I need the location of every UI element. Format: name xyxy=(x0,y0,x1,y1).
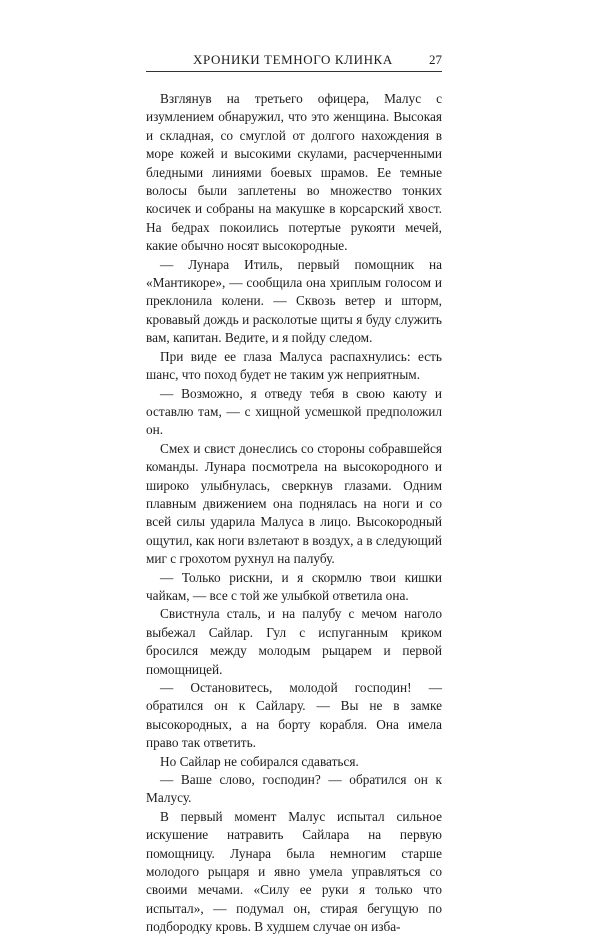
paragraph: В первый момент Малус испытал сильное искушение натравить Сайлара на первую помощницу. Лунара была немногим старше молодого рыцаря и явно умела управляться со своими мечами. «Силу ее руки я только что испытал», — подумал он, стирая бегущую по подбородку кровь. В худшем случае он изба- xyxy=(146,808,442,935)
page-number: 27 xyxy=(429,52,442,67)
body-text xyxy=(146,90,442,937)
paragraph: — Остановитесь, молодой господин! — обратился он к Сайлару. — Вы не в замке высокородных, а на борту корабля. Она имела право так ответить. xyxy=(146,680,442,751)
paragraph: Взглянув на третьего офицера, Малус с изумлением обнаружил, что это женщина. Высокая и складная, со смуглой от долгого нахождения в море кожей и высокими скулами, расчерченными бледными линиями боевых шрамов. Ее темные волосы были заплетены во множество тонких косичек и собраны на макушке в корсарский хвост. На бедрах покоились потертые рукояти мечей, какие обычно носят высокородные. xyxy=(146,91,442,254)
paragraph: Но Сайлар не собирался сдаваться. xyxy=(160,753,359,769)
paragraph: — Лунара Итиль, первый помощник на «Мантикоре», — сообщила она хриплым голосом и преклонила колени. — Сквозь ветер и шторм, кровавый дождь и расколотые щиты я буду служить вам, капитан. Ведите, и я пойду следом. xyxy=(146,256,442,346)
paragraph: — Только рискни, и я скормлю твои кишки чайкам, — все с той же улыбкой ответила она. xyxy=(146,569,442,603)
paragraph: Смех и свист донеслись со стороны собравшейся команды. Лунара посмотрела на высокородного и широко улыбнулась, сверкнув глазами. Одним плавным движением она поднялась на ноги и со всей силы ударила Малуса в лицо. Высокородный ощутил, как ноги взлетают в воздух, а в следующий миг с грохотом рухнул на палубу. xyxy=(146,440,442,567)
running-title: ХРОНИКИ ТЕМНОГО КЛИНКА xyxy=(193,52,393,67)
header-rule xyxy=(146,71,442,72)
paragraph: При виде ее глаза Малуса распахнулись: есть шанс, что поход будет не таким уж неприятным. xyxy=(146,348,442,383)
page-header xyxy=(146,50,442,70)
paragraph: — Ваше слово, господин? — обратился он к Малусу. xyxy=(146,772,442,806)
paragraph: — Возможно, я отведу тебя в свою каюту и оставлю там, — с хищной усмешкой предположил он. xyxy=(146,385,442,438)
paragraph: Свистнула сталь, и на палубу с мечом наголо выбежал Сайлар. Гул с испуганным криком бросился между молодым рыцарем и первой помощницей. xyxy=(146,606,442,677)
